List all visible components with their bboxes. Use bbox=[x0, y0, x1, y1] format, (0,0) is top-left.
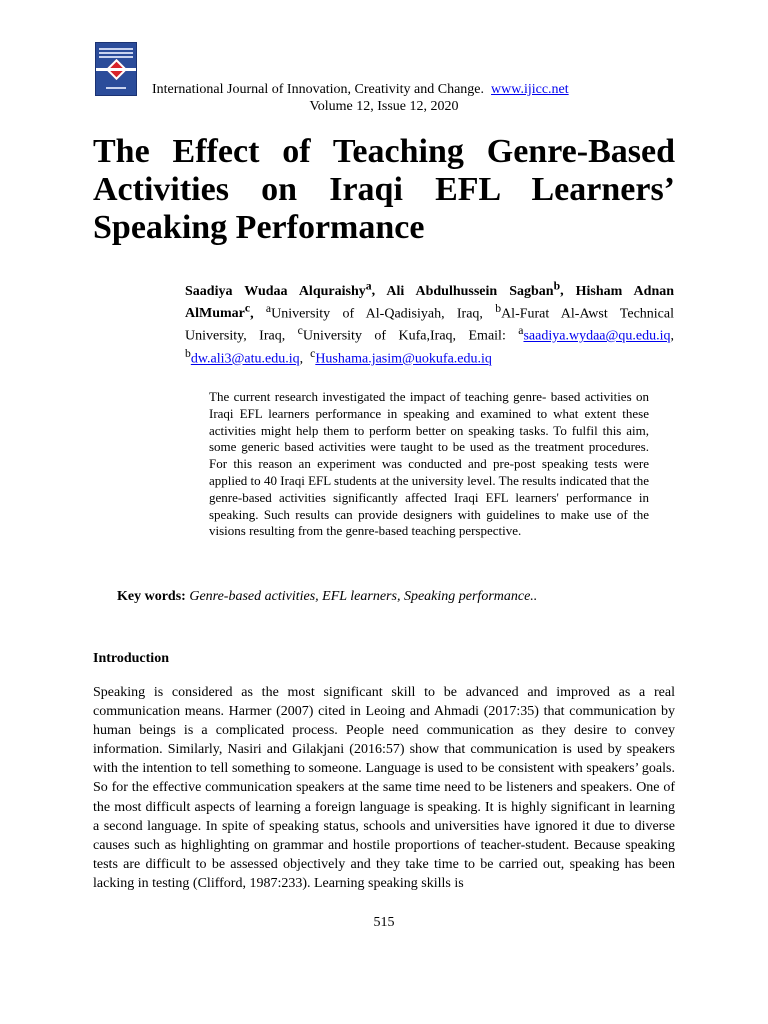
section-heading-introduction: Introduction bbox=[93, 651, 169, 666]
journal-name: International Journal of Innovation, Creativity and Change. bbox=[152, 82, 485, 97]
logo-title-line bbox=[99, 52, 133, 54]
logo-title-line bbox=[99, 48, 133, 50]
email-link-c[interactable]: Hushama.jasim@uokufa.edu.iq bbox=[315, 351, 492, 367]
journal-cover-logo-icon bbox=[95, 42, 137, 96]
logo-footer-line bbox=[106, 87, 126, 89]
affiliation-b: Al-Furat Al-Awst Technical University, Iraq, bbox=[185, 306, 674, 344]
affiliation-c: University of Kufa,Iraq, Email: bbox=[302, 328, 519, 344]
volume-issue: Volume 12, Issue 12, 2020 bbox=[309, 99, 459, 114]
author-1: Saadiya Wudaa Alquraishy$^a$ bbox=[185, 279, 372, 299]
email-link-a[interactable]: saadiya.wydaa@qu.edu.iq bbox=[523, 328, 671, 344]
paper-title: The Effect of Teaching Genre-Based Activities on Iraqi EFL Learners’ Speaking Performance bbox=[93, 133, 675, 246]
author-block: Saadiya Wudaa Alquraishy$^a$, Ali Abdulhussein Sagban$^b$, Hisham Adnan AlMumar$^c$, $^a$University of Al-Qadisiyah, Iraq, $^b$Al-Furat Al-Awst Technical University, Iraq, $^c$University of Kufa,Iraq, Email: $^a$saadiya.wydaa@qu.edu.iq, $^b$dw.ali3@atu.edu.iq, $^c$Hushama.jasim@uokufa.edu.iq bbox=[185, 279, 675, 367]
author-2: Ali Abdulhussein Sagban$^b$ bbox=[386, 279, 561, 299]
logo-stripe bbox=[96, 68, 136, 71]
keywords bbox=[117, 588, 677, 605]
page-number: 515 bbox=[373, 915, 395, 930]
author-3: Hisham Adnan AlMumar$^c$ bbox=[185, 283, 675, 322]
affiliation-a: University of Al-Qadisiyah, Iraq, bbox=[271, 306, 496, 322]
email-link-b[interactable]: dw.ali3@atu.edu.iq bbox=[190, 351, 300, 367]
journal-url-link[interactable]: www.ijicc.net bbox=[491, 82, 569, 97]
introduction-paragraph: Speaking is considered as the most significant skill to be advanced and improved as a real communication means. Harmer (2007) cited in Leoing and Ahmadi (2017:35) that communication by human beings is a complicated process. People need communication as they desire to convey information. Similarly, Nasiri and Gilakjani (2016:57) show that communication is used by speakers with the intention to tell something to someone. Language is used to be consistent with speakers’ goals. So for the effective communication speakers at the same time need to be listeners and speakers. One of the most difficult aspects of learning a foreign language is speaking. It is highly significant in learning a second language. In spite of speaking status, schools and universities have ignored it due to diverse causes such as highlighting on grammar and hostile proportions of teacher-student. Because speaking tests are difficult to be assessed objectively and they take time to be carried out, speaking has been lacking in testing (Clifford, 1987:233). Learning speaking skills is bbox=[93, 685, 675, 891]
journal-header bbox=[152, 81, 672, 98]
keywords-label: Key words: bbox=[117, 589, 186, 604]
abstract: The current research investigated the impact of teaching genre- based activities on Iraqi EFL learners performance in speaking and examined to what extent these activities might help them to perform better on speaking tasks. To fulfil this aim, some generic based activities were taught to be used as the treatment procedures. For this reason an experiment was conducted and pre-post speaking tests were applied to 40 Iraqi EFL students at the university level. The results indicated that the genre-based activities significantly affected Iraqi EFL learners' performance in speaking. Such results can provide designers with guidelines to make use of the visions resulting from the genre-based teaching perspective. bbox=[209, 389, 649, 539]
keywords-value: Genre-based activities, EFL learners, Speaking performance.. bbox=[189, 589, 538, 604]
